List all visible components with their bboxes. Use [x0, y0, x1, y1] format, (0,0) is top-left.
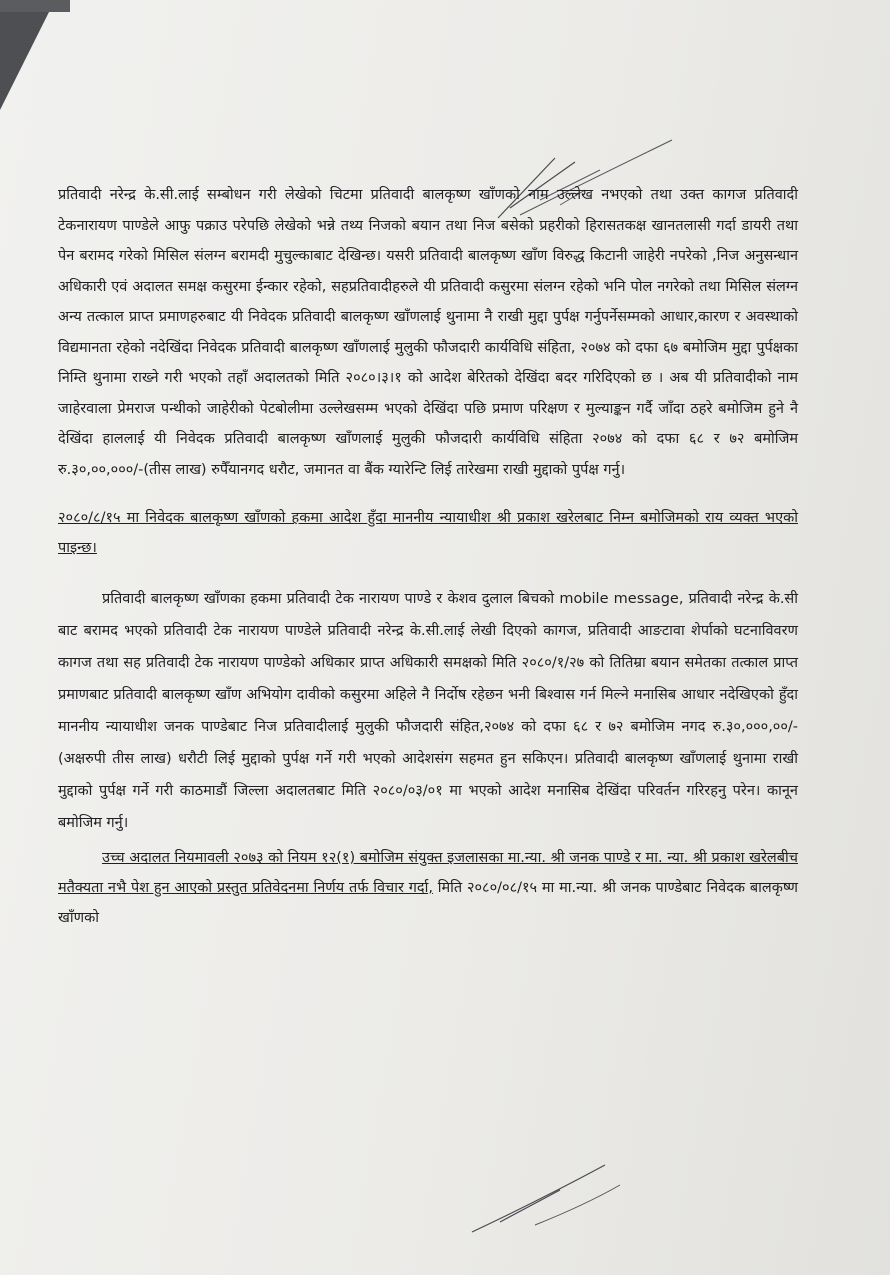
- paragraph-1: प्रतिवादी नरेन्द्र के.सी.लाई सम्बोधन गरी लेखेको चिटमा प्रतिवादी बालकृष्ण खाँणको नाम उल्लेख नभएको तथा उक्त कागज प्रतिवादी टेकनारायण पाण्डेले आफु पक्राउ परेपछि लेखेको भन्ने तथ्य निजको बयान तथा निज बसेको प्रहरीको हिरासतकक्ष खानतलासी गर्दा डायरी तथा पेन बरामद गरेको मिसिल संलग्न बरामदी मुचुल्काबाट देखिन्छ। यसरी प्रतिवादी बालकृष्ण खाँण विरुद्ध किटानी जाहेरी नपरेको ,निज अनुसन्धान अधिकारी एवं अदालत समक्ष कसुरमा ईन्कार रहेको, सहप्रतिवादीहरुले यी प्रतिवादी कसुरमा संलग्न रहेको भनि पोल नगरेको तथा मिसिल संलग्न अन्य तत्काल प्राप्त प्रमाणहरुबाट यी निवेदक प्रतिवादी बालकृष्ण खाँणलाई थुनामा नै राखी मुद्दा पुर्पक्ष गर्नुपर्नेसम्मको आधार,कारण र अवस्थाको विद्यमानता रहेको नदेखिंदा निवेदक प्रतिवादी बालकृष्ण खाँणलाई मुलुकी फौजदारी कार्यविधि संहिता, २०७४ को दफा ६७ बमोजिम मुद्दा पुर्पक्षका निम्ति थुनामा राख्ने गरी भएको तहाँ अदालतको मिति २०८०।३।१ को आदेश बेरितको देखिंदा बदर गरिदिएको छ । अब यी प्रतिवादीको नाम जाहेरवाला प्रेमराज पन्थीको जाहेरीको पेटबोलीमा उल्लेखसम्म भएको देखिंदा पछि प्रमाण परिक्षण र मुल्याङ्कन गर्दै जाँदा ठहरे बमोजिम हुने नै देखिंदा हाललाई यी निवेदक प्रतिवादी बालकृष्ण खाँणलाई मुलुकी फौजदारी कार्यविधि संहिता २०७४ को दफा ६८ र ७२ बमोजिम रु.३०,००,०००/-(तीस लाख) रुपैँयानगद धरौट, जमानत वा बैंक ग्यारेन्टि लिई तारेखमा राखी मुद्दाको पुर्पक्ष गर्नु।: [58, 187, 798, 478]
- signature-stroke-bottom-1: [472, 1165, 605, 1232]
- paragraph-3-rest: मिति २०८०/०८/१५ मा मा.न्या. श्री जनक पाण्डेबाट निवेदक बालकृष्ण खाँणको: [58, 880, 798, 926]
- document-body: [58, 180, 798, 933]
- paragraph-3-underlined: उच्च अदालत नियमावली २०७३ को नियम १२(१) बमोजिम संयुक्त इजलासका मा.न्या. श्री जनक पाण्डे र मा. न्या. श्री प्रकाश खरेलबीच मतैक्यता नभै पेश हुन आएको प्रस्तुत प्रतिवेदनमा निर्णय तर्फ विचार गर्दा,: [58, 850, 798, 896]
- paragraph-3: [58, 843, 798, 933]
- paragraph-2: प्रतिवादी बालकृष्ण खाँणका हकमा प्रतिवादी टेक नारायण पाण्डे र केशव दुलाल बिचको mobile message, प्रतिवादी नरेन्द्र के.सी बाट बरामद भएको प्रतिवादी टेक नारायण पाण्डेले प्रतिवादी नरेन्द्र के.सी.लाई लेखी दिएको कागज, प्रतिवादी आङटावा शेर्पाको घटनाविवरण कागज तथा सह प्रतिवादी टेक नारायण पाण्डेको अधिकार प्राप्त अधिकारी समक्षको मिति २०८०/१/२७ को तितिम्रा बयान समेतका तत्काल प्राप्त प्रमाणबाट प्रतिवादी बालकृष्ण खाँण अभियोग दावीको कसुरमा अहिले नै निर्दोष रहेछन भनी बिश्वास गर्न मिल्ने मनासिब आधार नदेखिएको हुँदा माननीय न्यायाधीश जनक पाण्डेबाट निज प्रतिवादीलाई मुलुकी फौजदारी संहित,२०७४ को दफा ६८ र ७२ बमोजिम नगद रु.३०,०००,००/-(अक्षरुपी तीस लाख) धरौटी लिई मुद्दाको पुर्पक्ष गर्ने गरी भएको आदेशसंग सहमत हुन सकिएन। प्रतिवादी बालकृष्ण खाँणलाई थुनामा राखी मुद्दाको पुर्पक्ष गर्ने गरी काठमाडौं जिल्ला अदालतबाट मिति २०८०/०३/०१ मा भएको आदेश मनासिब देखिंदा परिवर्तन गरिरहनु परेन। कानून बमोजिम गर्नु।: [58, 591, 798, 831]
- signature-stroke-bottom-2: [535, 1185, 620, 1225]
- scan-edge-shadow: [0, 0, 70, 12]
- section-heading: २०८०/८/१५ मा निवेदक बालकृष्ण खाँणको हकमा आदेश हुँदा माननीय न्यायाधीश श्री प्रकाश खरेलबाट निम्न बमोजिमको राय व्यक्त भएको पाइन्छ।: [58, 510, 798, 556]
- scan-corner-shadow: [0, 0, 55, 110]
